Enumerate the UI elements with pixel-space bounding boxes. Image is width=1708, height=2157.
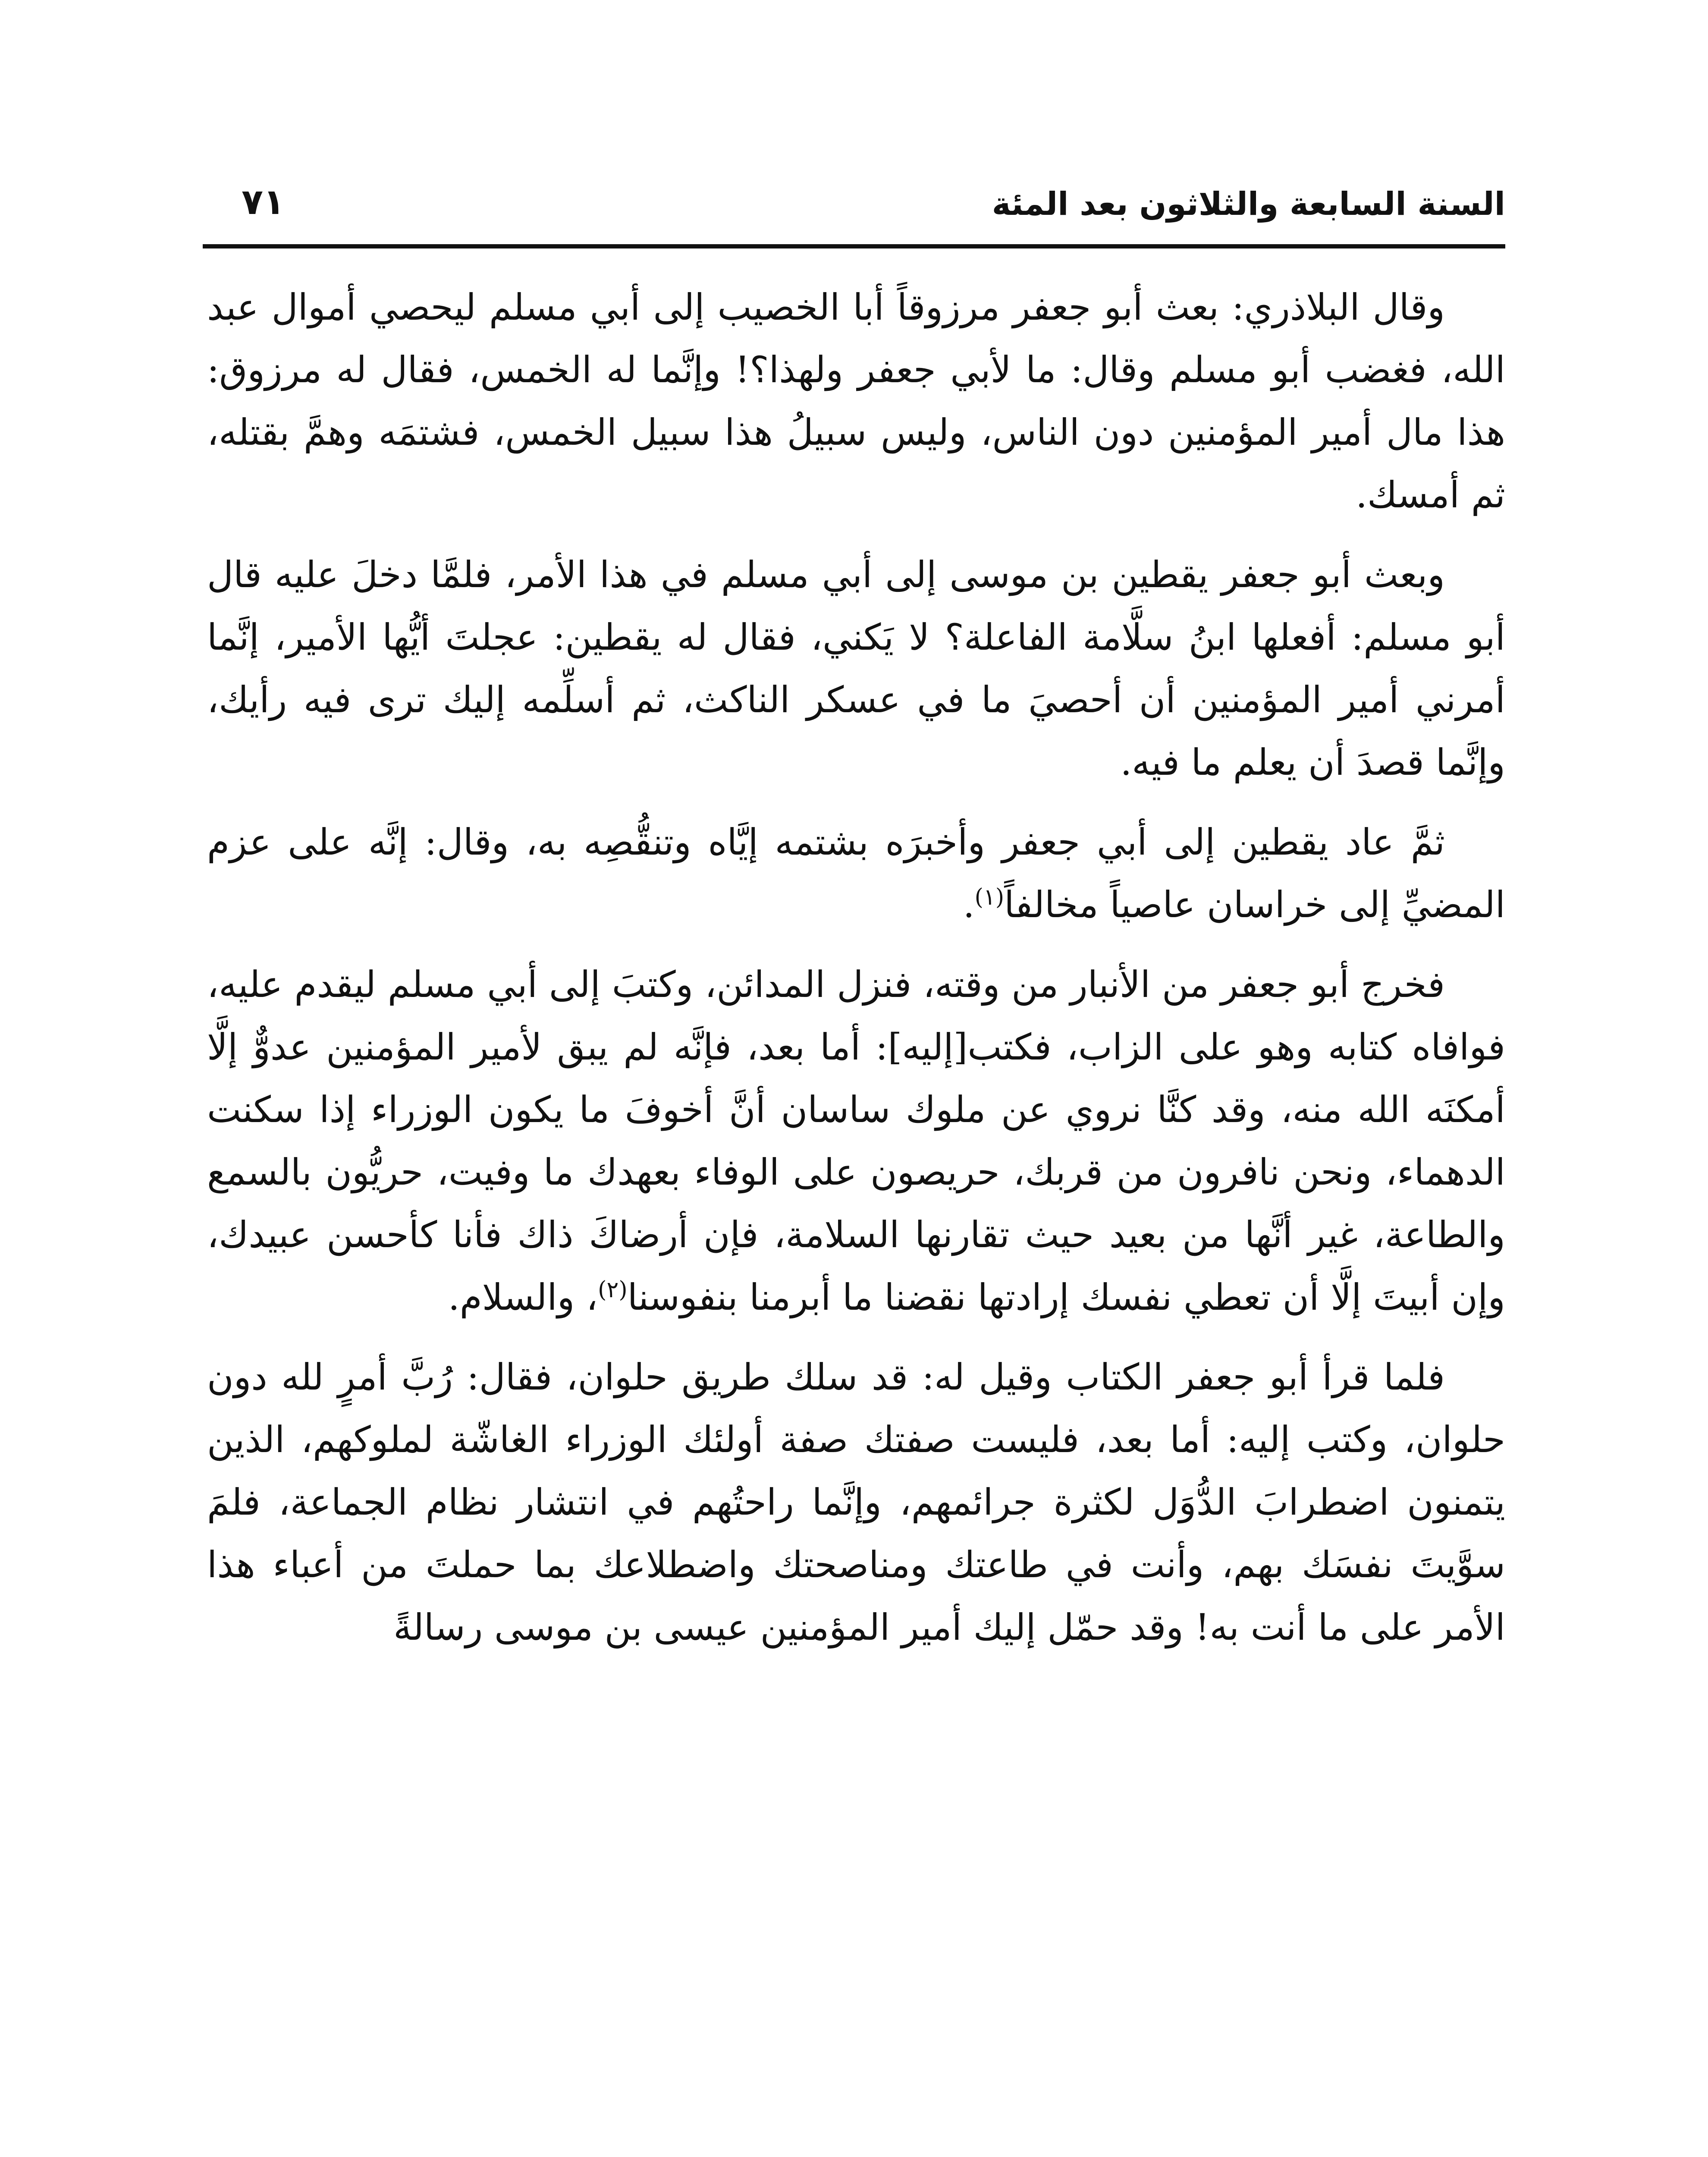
paragraph-4-end: ، والسلام. <box>448 1276 598 1318</box>
paragraph-3 <box>207 811 1505 936</box>
paragraph-5: فلما قرأ أبو جعفر الكتاب وقيل له: قد سلك طريق حلوان، فقال: رُبَّ أمرٍ لله دون حلوان، وكتب إليه: أما بعد، فليست صفتك صفة أولئك الوزراء الغاشّة لملوكهم، الذين يتمنون اضطرابَ الدُّوَل لكثرة جرائمهم، وإنَّما راحتُهم في انتشار نظام الجماعة، فلمَ سوَّيتَ نفسَك بهم، وأنت في طاعتك ومناصحتك واضطلاعك بما حملتَ من أعباء هذا الأمر على ما أنت به! وقد حمّل إليك أمير المؤمنين عيسى بن موسى رسالةً <box>207 1356 1505 1648</box>
page-header <box>203 168 1505 229</box>
paragraph-3-end: . <box>963 884 975 926</box>
paragraph-4 <box>207 953 1505 1329</box>
paragraph-3-text: ثمَّ عاد يقطين إلى أبي جعفر وأخبرَه بشتمه إيَّاه وتنقُّصِه به، وقال: إنَّه على عزم المضيِّ إلى خراسان عاصياً مخالفاً <box>207 821 1505 926</box>
paragraph-4-text: فخرج أبو جعفر من الأنبار من وقته، فنزل المدائن، وكتبَ إلى أبي مسلم ليقدم عليه، فوافاه كتابه وهو على الزاب، فكتب[إليه]: أما بعد، فإنَّه لم يبق لأمير المؤمنين عدوٌّ إلَّا أمكنَه الله منه، وقد كنَّا نروي عن ملوك ساسان أنَّ أخوفَ ما يكون الوزراء إذا سكنت الدهماء، ونحن نافرون من قربك، حريصون على الوفاء بعهدك ما وفيت، حريُّون بالسمع والطاعة، غير أنَّها من بعيد حيث تقارنها السلامة، فإن أرضاكَ ذاك فأنا كأحسن عبيدك، وإن أبيتَ إلَّا أن تعطي نفسك إرادتها نقضنا ما أبرمنا بنفوسنا <box>207 963 1506 1318</box>
footnote-ref-2: (٢) <box>598 1277 628 1303</box>
header-rule <box>203 244 1505 248</box>
page-number: ٧١ <box>242 182 285 223</box>
footnote-ref-1: (١) <box>974 884 1005 910</box>
body-text <box>207 276 1505 1676</box>
paragraph-2: وبعث أبو جعفر يقطين بن موسى إلى أبي مسلم في هذا الأمر، فلمَّا دخلَ عليه قال أبو مسلم: أفعلها ابنُ سلَّامة الفاعلة؟ لا يَكني، فقال له يقطين: عجلتَ أيُّها الأمير، إنَّما أمرني أمير المؤمنين أن أحصيَ ما في عسكر الناكث، ثم أسلِّمه إليك ترى فيه رأيك، وإنَّما قصدَ أن يعلم ما فيه. <box>207 553 1505 783</box>
paragraph-1: وقال البلاذري: بعث أبو جعفر مرزوقاً أبا الخصيب إلى أبي مسلم ليحصي أموال عبد الله، فغضب أبو مسلم وقال: ما لأبي جعفر ولهذا؟! وإنَّما له الخمس، فقال له مرزوق: هذا مال أمير المؤمنين دون الناس، وليس سبيلُ هذا سبيل الخمس، فشتمَه وهمَّ بقتله، ثم أمسك. <box>207 286 1505 516</box>
running-title: السنة السابعة والثلاثون بعد المئة <box>992 186 1505 223</box>
